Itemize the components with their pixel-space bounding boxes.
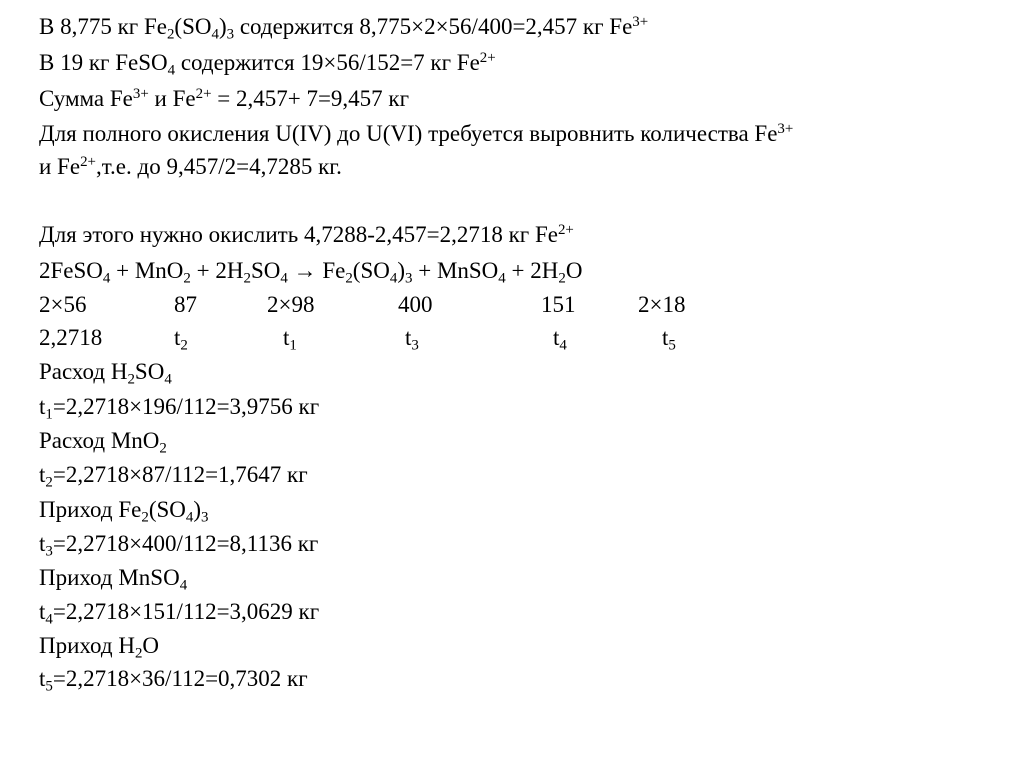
text-run: Для этого нужно окислить 4,7288-2,457=2,2718 кг Fe [39, 222, 558, 247]
text-run: ) [397, 258, 405, 283]
fe2so43-content-line [39, 13, 649, 43]
subscript: 3 [226, 26, 235, 43]
text-run: Для полного окисления U(IV) до U(VI) требуется выровнить количества Fe [39, 121, 778, 146]
reaction-arrow: → [287, 258, 323, 283]
text-run: Приход MnSO [39, 565, 180, 590]
molar-mass: 151 [541, 292, 576, 317]
subscript: 3 [405, 270, 413, 287]
subscript: 2 [159, 440, 167, 457]
text-run: t [662, 325, 669, 350]
text-run: Fe [322, 258, 346, 283]
h2o-income-heading [39, 633, 160, 662]
subscript: 1 [289, 337, 297, 354]
subscript: 4 [211, 26, 219, 43]
superscript: 2+ [557, 221, 574, 238]
text-run: t [405, 325, 412, 350]
mnso4-income-heading [39, 565, 188, 594]
text-run: ,т.е. до 9,457/2=4,7285 кг. [95, 154, 342, 179]
subscript: 2 [180, 337, 188, 354]
subscript: 3 [45, 543, 53, 560]
unknown-t2 [174, 325, 188, 354]
subscript: 2 [141, 509, 149, 526]
known-mass: 2,2718 [39, 325, 103, 350]
text-run: + MnSO [412, 258, 499, 283]
text-run: O [565, 258, 583, 283]
text-run: В 19 кг FeSO [39, 50, 168, 75]
text-run: =2,2718×87/112=1,7647 кг [52, 462, 308, 487]
superscript: 3+ [632, 13, 649, 30]
t4-calculation [39, 599, 320, 628]
unknown-t5 [662, 325, 676, 354]
superscript: 2+ [80, 153, 96, 170]
text-run: + 2H [190, 258, 244, 283]
text-run: SO [134, 359, 165, 384]
subscript: 2 [243, 270, 251, 287]
mno2-consumption-heading [39, 428, 167, 457]
molar-mass: 2×98 [267, 292, 315, 317]
oxidation-requirement-line [39, 121, 793, 147]
subscript: 4 [498, 270, 506, 287]
text-run: t [553, 325, 560, 350]
subscript: 4 [45, 611, 53, 628]
text-run: Приход H [39, 633, 135, 658]
subscript: 2 [558, 270, 566, 287]
text-run: =2,2718×36/112=0,7302 кг [52, 666, 308, 691]
text-run: = 2,457+ 7=9,457 кг [211, 86, 410, 111]
molar-mass: 87 [174, 292, 197, 317]
text-run: t [39, 531, 46, 556]
subscript: 3 [201, 509, 209, 526]
subscript: 2 [183, 270, 191, 287]
text-run: =2,2718×151/112=3,0629 кг [52, 599, 320, 624]
text-run: =2,2718×196/112=3,9756 кг [52, 394, 320, 419]
subscript: 4 [167, 62, 176, 79]
text-run: В 8,775 кг Fe [39, 14, 167, 39]
text-run: O [142, 633, 160, 658]
t1-calculation [39, 394, 320, 423]
text-run: t [39, 394, 46, 419]
subscript: 4 [102, 270, 111, 287]
subscript: 2 [45, 474, 53, 491]
subscript: 2 [127, 371, 135, 388]
subscript: 5 [668, 337, 676, 354]
text-run: t [283, 325, 290, 350]
unknowns-row [0, 325, 1024, 359]
oxidation-requirement-line-2 [39, 154, 342, 180]
superscript: 2+ [195, 85, 212, 102]
subscript: 4 [164, 371, 172, 388]
subscript: 4 [559, 337, 567, 354]
molar-mass: 2×56 [39, 292, 87, 317]
text-run: 2FeSO [39, 258, 103, 283]
molar-mass: 2×18 [638, 292, 686, 317]
text-run: t [39, 462, 46, 487]
subscript: 2 [166, 26, 175, 43]
molar-masses-row [0, 292, 1024, 322]
text-run: и Fe [39, 154, 81, 179]
subscript: 4 [280, 270, 288, 287]
text-run: + 2H [505, 258, 559, 283]
superscript: 2+ [479, 49, 496, 66]
text-run: + MnO [110, 258, 184, 283]
text-run: t [39, 599, 46, 624]
oxidize-amount-line [39, 222, 574, 248]
unknown-t4 [553, 325, 567, 354]
text-run: (SO [174, 14, 212, 39]
subscript: 4 [185, 509, 194, 526]
t3-calculation [39, 531, 319, 560]
unknown-t1 [283, 325, 297, 354]
text-run: содержится 8,775×2×56/400=2,457 кг Fe [234, 14, 633, 39]
unknown-t3 [405, 325, 419, 354]
text-run: Приход Fe [39, 497, 142, 522]
text-run: ) [193, 497, 202, 522]
subscript: 1 [45, 406, 53, 423]
text-run: ) [218, 14, 227, 39]
t5-calculation [39, 666, 308, 695]
subscript: 4 [179, 577, 188, 594]
text-run: Расход MnO [39, 428, 160, 453]
superscript: 3+ [777, 120, 794, 137]
subscript: 4 [389, 270, 398, 287]
h2so4-consumption-heading [39, 359, 172, 388]
text-run: =2,2718×400/112=8,1136 кг [52, 531, 319, 556]
fe-sum-line [39, 86, 409, 112]
fe2so43-income-heading [39, 497, 209, 526]
subscript: 3 [411, 337, 419, 354]
subscript: 2 [134, 645, 143, 662]
text-run: Расход H [39, 359, 128, 384]
feso4-content-line [39, 49, 496, 79]
t2-calculation [39, 462, 308, 491]
text-run: (SO [352, 258, 390, 283]
subscript: 2 [345, 270, 353, 287]
superscript: 3+ [132, 85, 149, 102]
molar-mass: 400 [398, 292, 433, 317]
text-run: t [39, 666, 46, 691]
text-run: и Fe [148, 86, 196, 111]
text-run: Сумма Fe [39, 86, 133, 111]
text-run: содержится 19×56/152=7 кг Fe [175, 50, 480, 75]
text-run: SO [250, 258, 281, 283]
subscript: 5 [45, 678, 53, 695]
text-run: (SO [148, 497, 186, 522]
reaction-equation [39, 258, 583, 287]
text-run: t [174, 325, 181, 350]
